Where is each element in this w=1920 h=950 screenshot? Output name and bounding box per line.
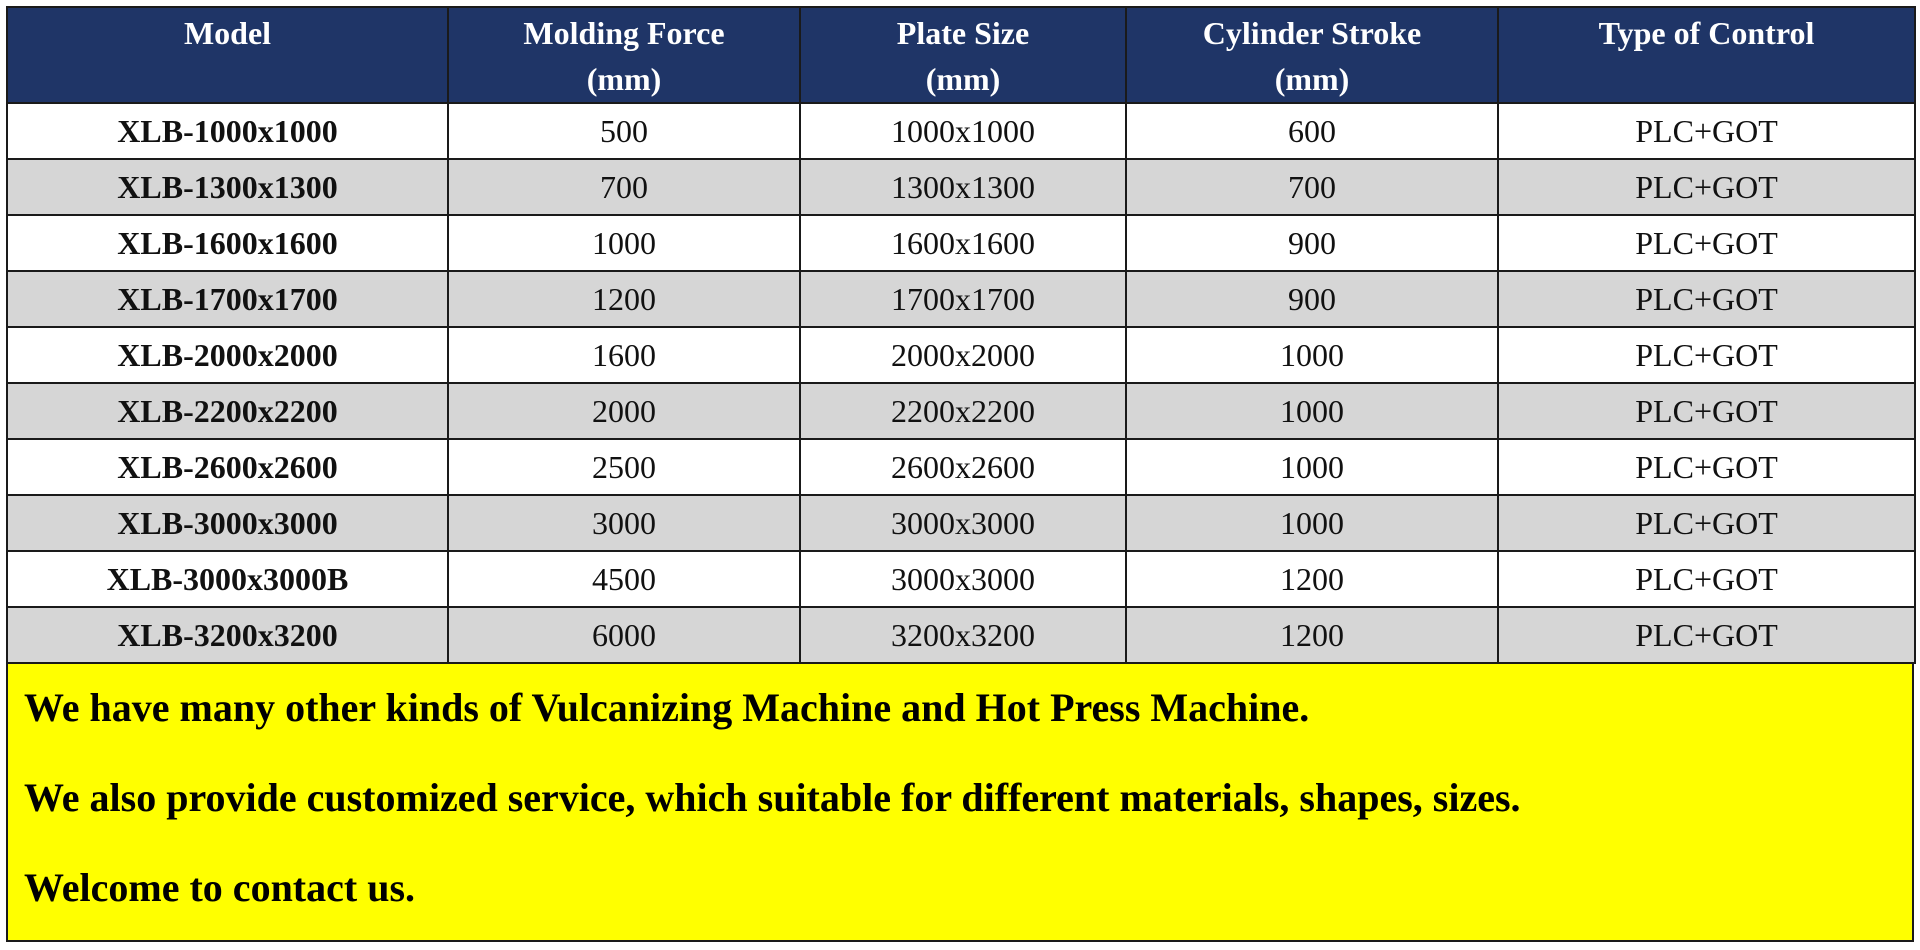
- table-row: [7, 551, 1915, 607]
- cell-cylinder-stroke: 900: [1126, 271, 1498, 327]
- header-plate-size-line2: (mm): [925, 61, 1001, 97]
- info-banner: [6, 664, 1914, 942]
- table-row: [7, 383, 1915, 439]
- cell-molding-force: 6000: [448, 607, 800, 663]
- cell-plate-size: 1000x1000: [800, 103, 1126, 159]
- cell-model: XLB-2600x2600: [7, 439, 448, 495]
- cell-type-of-control: PLC+GOT: [1498, 607, 1915, 663]
- cell-type-of-control: PLC+GOT: [1498, 383, 1915, 439]
- spec-table: [6, 6, 1916, 664]
- cell-model: XLB-3000x3000B: [7, 551, 448, 607]
- header-row: [7, 7, 1915, 103]
- cell-cylinder-stroke: 900: [1126, 215, 1498, 271]
- cell-model: XLB-1600x1600: [7, 215, 448, 271]
- info-banner-line-contact: Welcome to contact us.: [24, 865, 416, 910]
- cell-cylinder-stroke: 1000: [1126, 383, 1498, 439]
- header-type-of-control-line1: Type of Control: [1598, 15, 1815, 51]
- table-row: [7, 271, 1915, 327]
- cell-plate-size: 1300x1300: [800, 159, 1126, 215]
- cell-molding-force: 4500: [448, 551, 800, 607]
- cell-type-of-control: PLC+GOT: [1498, 439, 1915, 495]
- cell-model: XLB-2000x2000: [7, 327, 448, 383]
- cell-cylinder-stroke: 1000: [1126, 327, 1498, 383]
- table-row: [7, 607, 1915, 663]
- table-row: [7, 327, 1915, 383]
- cell-type-of-control: PLC+GOT: [1498, 551, 1915, 607]
- table-row: [7, 159, 1915, 215]
- cell-plate-size: 2600x2600: [800, 439, 1126, 495]
- header-molding-force: [448, 7, 800, 103]
- table-body: [7, 103, 1915, 663]
- info-banner-line-custom: We also provide customized service, which suitable for different materials, shapes, sizes.: [24, 775, 1521, 820]
- cell-molding-force: 700: [448, 159, 800, 215]
- header-plate-size: [800, 7, 1126, 103]
- cell-plate-size: 1700x1700: [800, 271, 1126, 327]
- cell-type-of-control: PLC+GOT: [1498, 271, 1915, 327]
- cell-molding-force: 1600: [448, 327, 800, 383]
- table-row: [7, 215, 1915, 271]
- cell-type-of-control: PLC+GOT: [1498, 159, 1915, 215]
- table-row: [7, 495, 1915, 551]
- header-type-of-control: [1498, 7, 1915, 103]
- header-cylinder-stroke: [1126, 7, 1498, 103]
- table-header: [7, 7, 1915, 103]
- cell-model: XLB-3000x3000: [7, 495, 448, 551]
- header-model-line1: Model: [183, 15, 272, 51]
- cell-model: XLB-1700x1700: [7, 271, 448, 327]
- cell-cylinder-stroke: 700: [1126, 159, 1498, 215]
- cell-molding-force: 500: [448, 103, 800, 159]
- cell-molding-force: 1000: [448, 215, 800, 271]
- cell-molding-force: 2500: [448, 439, 800, 495]
- cell-plate-size: 3000x3000: [800, 495, 1126, 551]
- cell-type-of-control: PLC+GOT: [1498, 327, 1915, 383]
- cell-plate-size: 2000x2000: [800, 327, 1126, 383]
- cell-model: XLB-1000x1000: [7, 103, 448, 159]
- cell-plate-size: 3200x3200: [800, 607, 1126, 663]
- cell-cylinder-stroke: 1200: [1126, 551, 1498, 607]
- cell-type-of-control: PLC+GOT: [1498, 495, 1915, 551]
- info-banner-line-products: We have many other kinds of Vulcanizing Machine and Hot Press Machine.: [24, 685, 1310, 730]
- table-row: [7, 103, 1915, 159]
- header-cylinder-stroke-line2: (mm): [1274, 61, 1350, 97]
- cell-plate-size: 1600x1600: [800, 215, 1126, 271]
- cell-molding-force: 2000: [448, 383, 800, 439]
- cell-model: XLB-2200x2200: [7, 383, 448, 439]
- cell-model: XLB-1300x1300: [7, 159, 448, 215]
- cell-cylinder-stroke: 1200: [1126, 607, 1498, 663]
- cell-cylinder-stroke: 1000: [1126, 439, 1498, 495]
- cell-cylinder-stroke: 1000: [1126, 495, 1498, 551]
- cell-cylinder-stroke: 600: [1126, 103, 1498, 159]
- header-molding-force-line2: (mm): [586, 61, 662, 97]
- header-plate-size-line1: Plate Size: [896, 15, 1030, 51]
- cell-plate-size: 2200x2200: [800, 383, 1126, 439]
- cell-plate-size: 3000x3000: [800, 551, 1126, 607]
- cell-molding-force: 1200: [448, 271, 800, 327]
- cell-model: XLB-3200x3200: [7, 607, 448, 663]
- cell-molding-force: 3000: [448, 495, 800, 551]
- header-molding-force-line1: Molding Force: [523, 15, 725, 51]
- cell-type-of-control: PLC+GOT: [1498, 215, 1915, 271]
- table-row: [7, 439, 1915, 495]
- header-model: [7, 7, 448, 103]
- spec-sheet: [6, 6, 1914, 942]
- cell-type-of-control: PLC+GOT: [1498, 103, 1915, 159]
- header-cylinder-stroke-line1: Cylinder Stroke: [1202, 15, 1422, 51]
